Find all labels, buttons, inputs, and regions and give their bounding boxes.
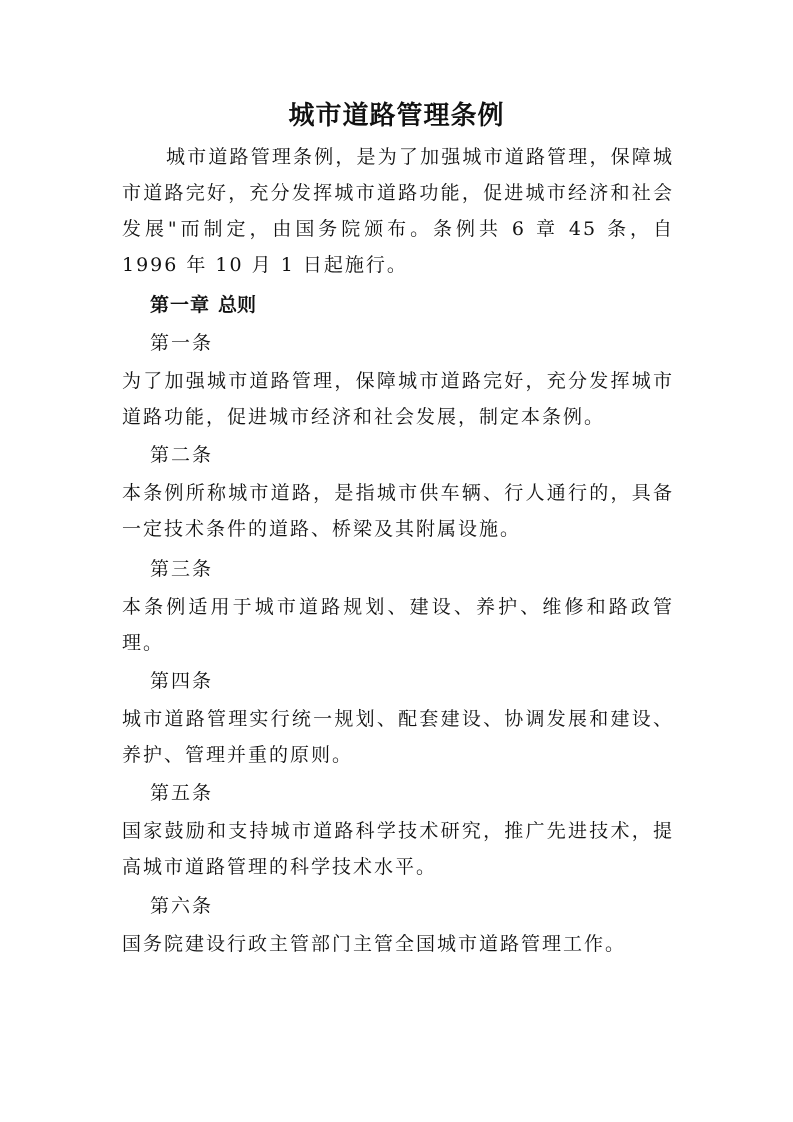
article-text: 国务院建设行政主管部门主管全国城市道路管理工作。 xyxy=(122,933,627,955)
article-heading: 第一条 xyxy=(150,332,214,354)
article-heading: 第二条 xyxy=(150,444,214,466)
chapter-number: 第一章 xyxy=(150,294,211,316)
chapter-heading xyxy=(150,287,256,323)
article-heading: 第三条 xyxy=(150,558,214,580)
article-text: 本条例适用于城市道路规划、建设、养护、维修和路政管理。 xyxy=(122,596,674,654)
article-heading: 第六条 xyxy=(150,895,214,917)
article-heading: 第五条 xyxy=(150,782,214,804)
intro-paragraph: 城市道路管理条例，是为了加强城市道路管理，保障城市道路完好，充分发挥城市道路功能，促进城市经济和社会发展"而制定，由国务院颁布。条例共 6 章 45 条，自 1996 年 10 月 1 日起施行。 xyxy=(122,146,674,276)
article-text: 城市道路管理实行统一规划、配套建设、协调发展和建设、养护、管理并重的原则。 xyxy=(122,708,674,766)
article-text: 国家鼓励和支持城市道路科学技术研究，推广先进技术，提高城市道路管理的科学技术水平。 xyxy=(122,820,674,878)
article-text: 本条例所称城市道路，是指城市供车辆、行人通行的，具备一定技术条件的道路、桥梁及其附属设施。 xyxy=(122,482,674,540)
article-heading: 第四条 xyxy=(150,670,214,692)
article-text: 为了加强城市道路管理，保障城市道路完好，充分发挥城市道路功能，促进城市经济和社会发展，制定本条例。 xyxy=(122,370,674,428)
document-title: 城市道路管理条例 xyxy=(288,101,505,131)
chapter-name: 总则 xyxy=(218,294,257,316)
